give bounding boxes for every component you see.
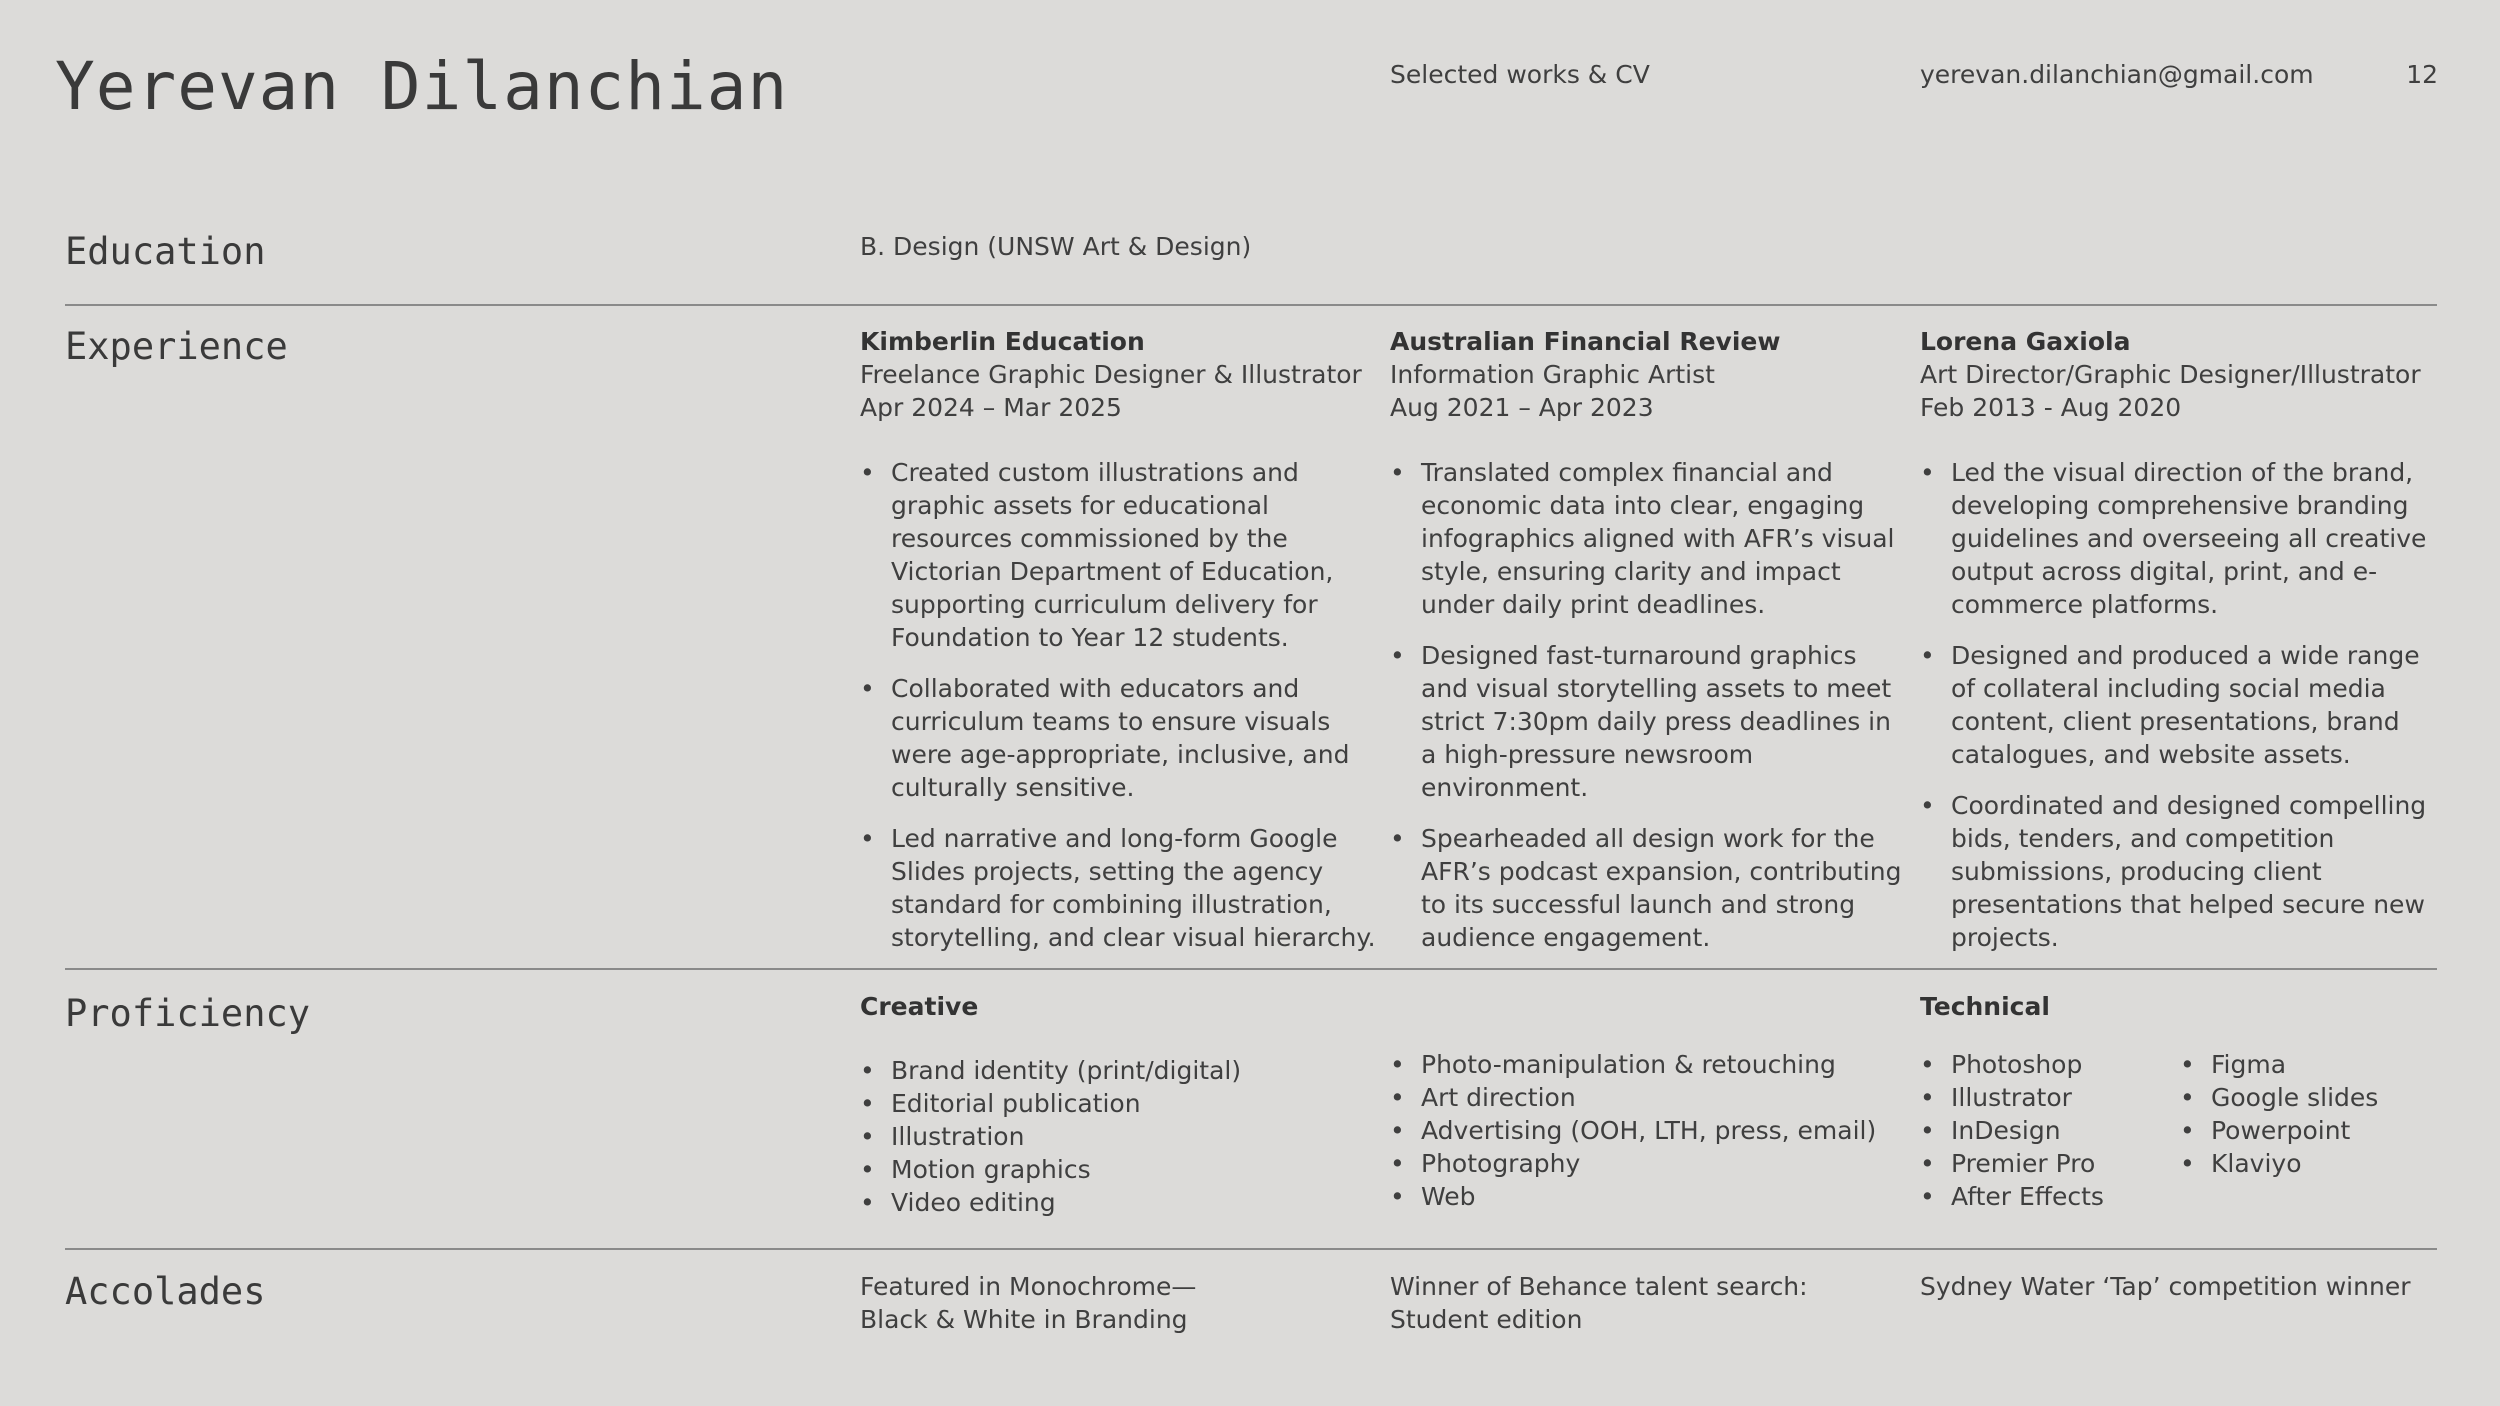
- list-item: • Spearheaded all design work for the AFR’s podcast expansion, contributing to its successful launch and strong audience engagement.: [1390, 822, 1910, 954]
- job-column: [1920, 325, 2440, 972]
- job-dates: Apr 2024 – Mar 2025: [860, 393, 1122, 422]
- list-item: • Brand identity (print/digital): [860, 1054, 1380, 1087]
- creative-list: [1390, 1048, 1910, 1213]
- job-role: Freelance Graphic Designer & Illustrator: [860, 360, 1362, 389]
- list-item: • Illustrator: [1920, 1081, 2180, 1114]
- list-item: • Illustration: [860, 1120, 1380, 1153]
- accolade-item: [1390, 1270, 1910, 1336]
- page-number: 12: [2406, 60, 2438, 89]
- accolade-line: Featured in Monochrome—: [860, 1272, 1197, 1301]
- list-item: • Coordinated and designed compelling bids, tenders, and competition submissions, producing client presentations that helped secure new projects.: [1920, 789, 2440, 954]
- creative-list: [860, 1054, 1380, 1219]
- job-header: [1390, 325, 1910, 424]
- job-company: Kimberlin Education: [860, 327, 1145, 356]
- technical-list: [1920, 1048, 2180, 1213]
- page-title: Yerevan Dilanchian: [55, 48, 789, 125]
- job-role: Art Director/Graphic Designer/Illustrator: [1920, 360, 2421, 389]
- list-item: • Photoshop: [1920, 1048, 2180, 1081]
- job-header: [1920, 325, 2440, 424]
- section-label-accolades: Accolades: [65, 1270, 266, 1313]
- divider: [65, 968, 2437, 970]
- list-item: • Klaviyo: [2180, 1147, 2440, 1180]
- list-item: • Art direction: [1390, 1081, 1910, 1114]
- creative-heading: Creative: [860, 992, 979, 1021]
- list-item: • Editorial publication: [860, 1087, 1380, 1120]
- list-item: • Led narrative and long-form Google Slides projects, setting the agency standard for combining illustration, storytelling, and clear visual hierarchy.: [860, 822, 1380, 954]
- creative-column-2: [1390, 1048, 1910, 1213]
- list-item: • Google slides: [2180, 1081, 2440, 1114]
- technical-list: [2180, 1048, 2440, 1213]
- list-item: • Photography: [1390, 1147, 1910, 1180]
- job-company: Australian Financial Review: [1390, 327, 1781, 356]
- list-item: • Advertising (OOH, LTH, press, email): [1390, 1114, 1910, 1147]
- list-item: • Collaborated with educators and curriculum teams to ensure visuals were age-appropriate, inclusive, and culturally sensitive.: [860, 672, 1380, 804]
- technical-column: [1920, 990, 2440, 1213]
- technical-lists: [1920, 1048, 2440, 1213]
- accolade-item: [1920, 1270, 2440, 1303]
- section-label-education: Education: [65, 230, 266, 273]
- list-item: • Led the visual direction of the brand, developing comprehensive branding guidelines and overseeing all creative output across digital, print, and e-commerce platforms.: [1920, 456, 2440, 621]
- creative-column: [860, 990, 1380, 1219]
- accolade-line: Student edition: [1390, 1305, 1583, 1334]
- accolade-item: [860, 1270, 1380, 1336]
- job-column: [1390, 325, 1910, 972]
- list-item: • Designed fast-turnaround graphics and visual storytelling assets to meet strict 7:30pm daily press deadlines in a high-pressure newsroom environment.: [1390, 639, 1910, 804]
- list-item: • Video editing: [860, 1186, 1380, 1219]
- job-company: Lorena Gaxiola: [1920, 327, 2131, 356]
- job-header: [860, 325, 1380, 424]
- list-item: • InDesign: [1920, 1114, 2180, 1147]
- list-item: • Created custom illustrations and graphic assets for educational resources commissioned by the Victorian Department of Education, supporting curriculum delivery for Foundation to Year 12 students.: [860, 456, 1380, 654]
- list-item: • Figma: [2180, 1048, 2440, 1081]
- technical-heading: Technical: [1920, 992, 2050, 1021]
- email-link[interactable]: yerevan.dilanchian@gmail.com: [1920, 60, 2314, 89]
- job-bullets: [860, 456, 1380, 954]
- section-label-proficiency: Proficiency: [65, 992, 311, 1035]
- job-role: Information Graphic Artist: [1390, 360, 1715, 389]
- list-item: • Premier Pro: [1920, 1147, 2180, 1180]
- divider: [65, 1248, 2437, 1250]
- header-subtitle: Selected works & CV: [1390, 60, 1650, 89]
- section-label-experience: Experience: [65, 325, 288, 368]
- education-degree: B. Design (UNSW Art & Design): [860, 232, 1252, 261]
- list-item: • Motion graphics: [860, 1153, 1380, 1186]
- job-bullets: [1920, 456, 2440, 954]
- list-item: • Translated complex financial and economic data into clear, engaging infographics aligned with AFR’s visual style, ensuring clarity and impact under daily print deadlines.: [1390, 456, 1910, 621]
- job-dates: Feb 2013 - Aug 2020: [1920, 393, 2182, 422]
- accolade-line: Sydney Water ‘Tap’ competition winner: [1920, 1272, 2411, 1301]
- list-item: • Photo-manipulation & retouching: [1390, 1048, 1910, 1081]
- job-dates: Aug 2021 – Apr 2023: [1390, 393, 1654, 422]
- divider: [65, 304, 2437, 306]
- accolade-line: Black & White in Branding: [860, 1305, 1188, 1334]
- list-item: • After Effects: [1920, 1180, 2180, 1213]
- job-column: [860, 325, 1380, 972]
- job-bullets: [1390, 456, 1910, 954]
- list-item: • Designed and produced a wide range of collateral including social media content, client presentations, brand catalogues, and website assets.: [1920, 639, 2440, 771]
- list-item: • Powerpoint: [2180, 1114, 2440, 1147]
- list-item: • Web: [1390, 1180, 1910, 1213]
- accolade-line: Winner of Behance talent search:: [1390, 1272, 1808, 1301]
